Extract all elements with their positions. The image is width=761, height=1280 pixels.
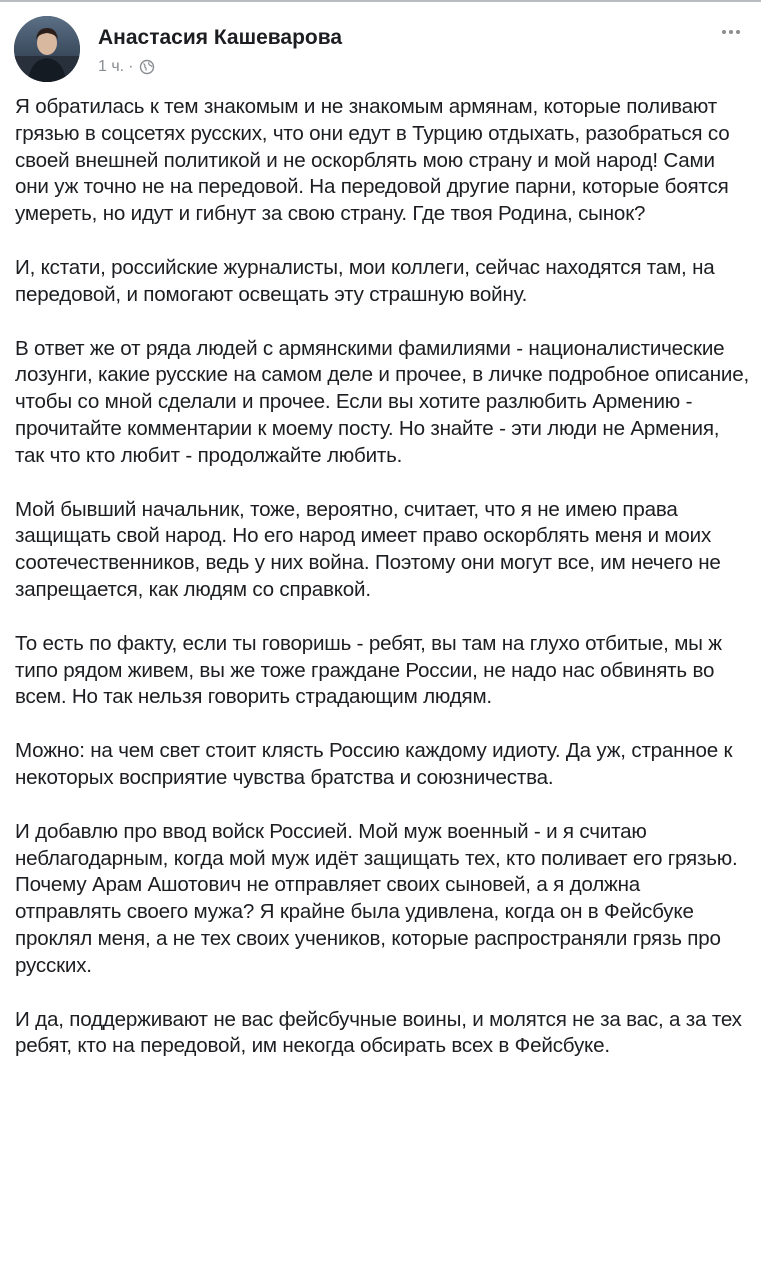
top-divider (0, 0, 761, 2)
post-text (15, 94, 750, 1087)
post-paragraph: Я обратилась к тем знакомым и не знакомым армянам, которые поливают грязью в соцсетях русских, что они едут в Турцию отдыхать, разобраться со своей внешней политикой и не оскорблять мою страну и мой народ! Сами они уж точно не на передовой. На передовой другие парни, которые боятся умереть, но идут и гибнут за свою страну. Где твоя Родина, сынок? (15, 95, 730, 226)
post-paragraph: В ответ же от ряда людей с армянскими фамилиями - националистические лозунги, какие русские на самом деле и прочее, в личке подробное описание, чтобы со мной сделали и прочее. Если вы хотите разлюбить Армению - прочитайте комментарии к моему посту. Но знайте - эти люди не Армения, так что кто любит - продолжайте любить. (15, 336, 749, 467)
post-meta (98, 58, 155, 76)
more-options-icon[interactable] (717, 22, 745, 42)
post-paragraph: Можно: на чем свет стоит клясть Россию каждому идиоту. Да уж, странное к некоторых восприятие чувства братства и союзничества. (15, 739, 733, 789)
meta-separator: · (128, 58, 134, 75)
post-time[interactable]: 1 ч. (98, 58, 125, 75)
post-header (14, 16, 747, 86)
post-paragraph: Мой бывший начальник, тоже, вероятно, считает, что я не имею права защищать свой народ. Но его народ имеет право оскорблять меня и моих соотечественников, ведь у них война. Поэтому они могут все, им нечего не запрещается, как людям со справкой. (15, 497, 721, 601)
post-paragraph: То есть по факту, если ты говоришь - ребят, вы там на глухо отбитые, мы ж типо рядом живем, вы же тоже граждане России, не надо нас обвинять во всем. Но так нельзя говорить страдающим людям. (15, 631, 722, 709)
globe-icon[interactable] (139, 59, 155, 75)
post-paragraph: И добавлю про ввод войск Россией. Мой муж военный - и я считаю неблагодарным, когда мой муж идёт защищать тех, кто поливает его грязью. Почему Арам Ашотович не отправляет своих сыновей, а я должна отправлять своего мужа? Я крайне была удивлена, когда он в Фейсбуке проклял меня, а не тех своих учеников, которые распространяли грязь про русских. (15, 819, 738, 977)
post-paragraph: И, кстати, российские журналисты, мои коллеги, сейчас находятся там, на передовой, и помогают освещать эту страшную войну. (15, 255, 715, 306)
avatar[interactable] (14, 16, 80, 82)
post-paragraph: И да, поддерживают не вас фейсбучные воины, и молятся не за вас, а за тех ребят, кто на передовой, им некогда обсирать всех в Фейсбуке. (15, 1007, 742, 1058)
author-name[interactable]: Анастасия Кашеварова (98, 26, 343, 49)
